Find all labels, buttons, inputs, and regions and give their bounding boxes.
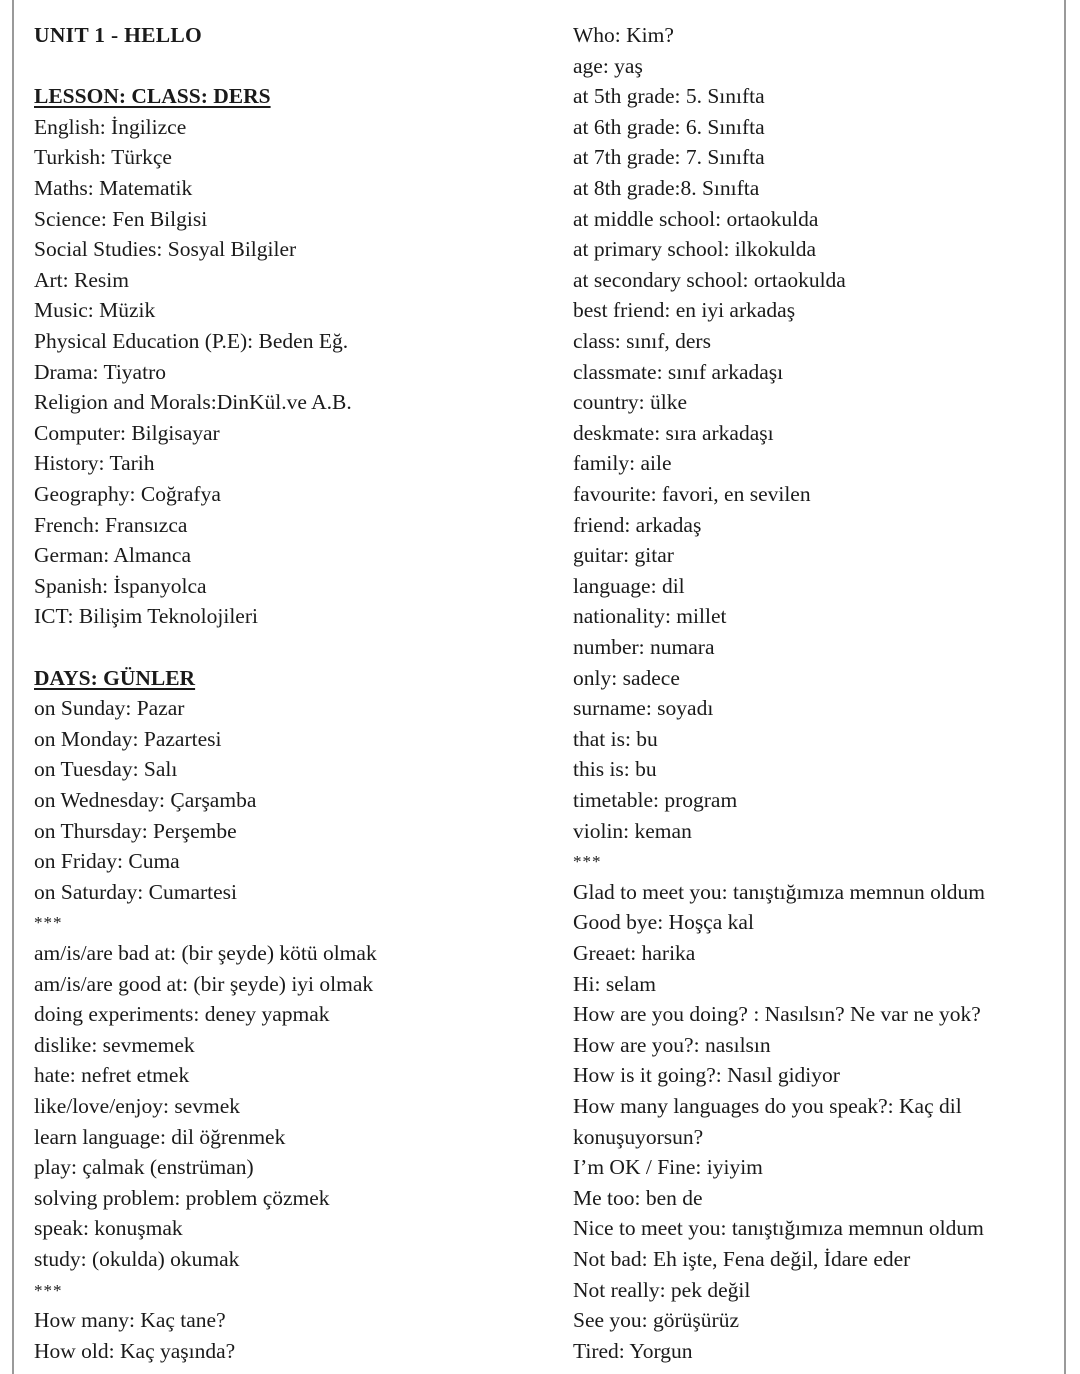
vocab-entry: on Monday: Pazartesi <box>34 726 222 751</box>
vocab-entry: violin: keman <box>573 818 692 843</box>
vocab-entry: age: yaş <box>573 53 643 78</box>
vocab-entry: Not really: pek değil <box>573 1277 751 1302</box>
left-border-line <box>12 0 14 1374</box>
vocab-entry: on Friday: Cuma <box>34 849 180 874</box>
vocab-entry: German: Almanca <box>34 543 192 568</box>
separator: *** <box>34 1280 63 1300</box>
vocab-entry: on Saturday: Cumartesi <box>34 879 238 904</box>
vocab-entry: Glad to meet you: tanıştığımıza memnun oldum <box>573 879 986 904</box>
vocab-entry: Maths: Matematik <box>34 176 193 200</box>
vocab-entry: at 8th grade:8. Sınıfta <box>573 176 760 200</box>
vocab-entry: class: sınıf, ders <box>573 329 711 353</box>
vocab-entry: Turkish: Türkçe <box>34 145 172 170</box>
vocab-entry: doing experiments: deney yapmak <box>34 1002 330 1027</box>
vocab-entry: learn language: dil öğrenmek <box>34 1124 286 1149</box>
vocab-entry: Physical Education (P.E): Beden Eğ. <box>34 329 349 353</box>
vocab-entry: How are you doing? : Nasılsın? Ne var ne yok? <box>573 1002 981 1027</box>
vocab-entry: How many: Kaç tane? <box>34 1308 226 1333</box>
vocab-entry: best friend: en iyi arkadaş <box>573 298 796 323</box>
vocab-entry: See you: görüşürüz <box>573 1308 739 1333</box>
vocab-entry: Drama: Tiyatro <box>34 359 166 384</box>
vocab-entry: solving problem: problem çözmek <box>34 1185 330 1210</box>
vocab-entry: language: dil <box>573 573 685 598</box>
vocab-entry: at 7th grade: 7. Sınıfta <box>573 145 765 170</box>
right-border-line <box>1064 0 1066 1374</box>
vocab-entry: at 5th grade: 5. Sınıfta <box>573 84 765 109</box>
vocab-entry: Me too: ben de <box>573 1185 703 1210</box>
vocab-entry: deskmate: sıra arkadaşı <box>573 420 774 445</box>
vocab-entry: only: sadece <box>573 665 680 690</box>
vocab-entry: country: ülke <box>573 390 688 415</box>
vocab-entry: speak: konuşmak <box>34 1216 183 1241</box>
vocab-entry: guitar: gitar <box>573 543 674 568</box>
vocab-entry: am/is/are bad at: (bir şeyde) kötü olmak <box>34 941 377 965</box>
vocab-entry: konuşuyorsun? <box>573 1124 704 1149</box>
vocab-entry: classmate: sınıf arkadaşı <box>573 359 784 384</box>
vocab-entry: English: İngilizce <box>34 114 187 139</box>
vocab-entry: at middle school: ortaokulda <box>573 206 819 231</box>
vocab-entry: Not bad: Eh işte, Fena değil, İdare eder <box>573 1247 911 1271</box>
vocab-entry: Tired: Yorgun <box>573 1338 693 1363</box>
vocab-entry: Religion and Morals:DinKül.ve A.B. <box>34 390 352 415</box>
section-heading: DAYS: GÜNLER <box>34 665 196 690</box>
vocab-entry: number: numara <box>573 635 715 659</box>
vocab-entry: study: (okulda) okumak <box>34 1247 240 1271</box>
vocab-entry: How many languages do you speak?: Kaç dil <box>573 1094 962 1118</box>
vocab-entry: Art: Resim <box>34 267 129 292</box>
vocab-entry: History: Tarih <box>34 451 155 476</box>
vocab-entry: like/love/enjoy: sevmek <box>34 1094 240 1118</box>
vocab-entry: How are you?: nasılsın <box>573 1032 771 1057</box>
vocab-entry: How is it going?: Nasıl gidiyor <box>573 1063 840 1088</box>
section-heading: LESSON: CLASS: DERS <box>34 84 271 109</box>
vocab-entry: Spanish: İspanyolca <box>34 573 207 598</box>
vocab-entry: How old: Kaç yaşında? <box>34 1338 236 1363</box>
vocab-entry: Computer: Bilgisayar <box>34 420 220 445</box>
vocab-entry: at secondary school: ortaokulda <box>573 267 846 292</box>
vocab-entry: French: Fransızca <box>34 512 188 537</box>
vocab-entry: Geography: Coğrafya <box>34 482 221 506</box>
vocab-entry: Greaet: harika <box>573 941 696 965</box>
separator: *** <box>573 852 602 872</box>
vocab-entry: on Wednesday: Çarşamba <box>34 788 257 812</box>
vocab-entry: am/is/are good at: (bir şeyde) iyi olmak <box>34 971 374 996</box>
vocab-entry: Who: Kim? <box>573 23 674 47</box>
vocab-entry: I’m OK / Fine: iyiyim <box>573 1155 763 1180</box>
vocab-entry: favourite: favori, en sevilen <box>573 482 811 506</box>
vocab-entry: on Tuesday: Salı <box>34 757 178 782</box>
vocab-entry: hate: nefret etmek <box>34 1063 190 1088</box>
unit-title: UNIT 1 - HELLO <box>34 23 203 47</box>
vocab-entry: at 6th grade: 6. Sınıfta <box>573 114 765 139</box>
vocab-entry: Good bye: Hoşça kal <box>573 910 754 935</box>
vocab-entry: play: çalmak (enstrüman) <box>34 1155 254 1180</box>
vocab-entry: Music: Müzik <box>34 298 156 323</box>
vocab-entry: on Thursday: Perşembe <box>34 818 237 843</box>
vocab-entry: Social Studies: Sosyal Bilgiler <box>34 237 297 262</box>
vocab-entry: Science: Fen Bilgisi <box>34 206 208 231</box>
vocab-entry: Hi: selam <box>573 971 656 996</box>
vocab-entry: family: aile <box>573 451 672 476</box>
vocab-entry: friend: arkadaş <box>573 512 702 537</box>
vocab-entry: that is: bu <box>573 726 658 751</box>
vocab-entry: Nice to meet you: tanıştığımıza memnun oldum <box>573 1216 984 1241</box>
vocab-entry: timetable: program <box>573 788 738 812</box>
vocab-entry: surname: soyadı <box>573 696 714 721</box>
vocab-entry: dislike: sevmemek <box>34 1032 195 1057</box>
vocab-entry: on Sunday: Pazar <box>34 696 185 721</box>
separator: *** <box>34 913 63 933</box>
vocab-entry: nationality: millet <box>573 604 727 629</box>
vocab-entry: this is: bu <box>573 757 657 782</box>
vocab-entry: at primary school: ilkokulda <box>573 237 817 262</box>
vocab-entry: ICT: Bilişim Teknolojileri <box>34 604 258 629</box>
